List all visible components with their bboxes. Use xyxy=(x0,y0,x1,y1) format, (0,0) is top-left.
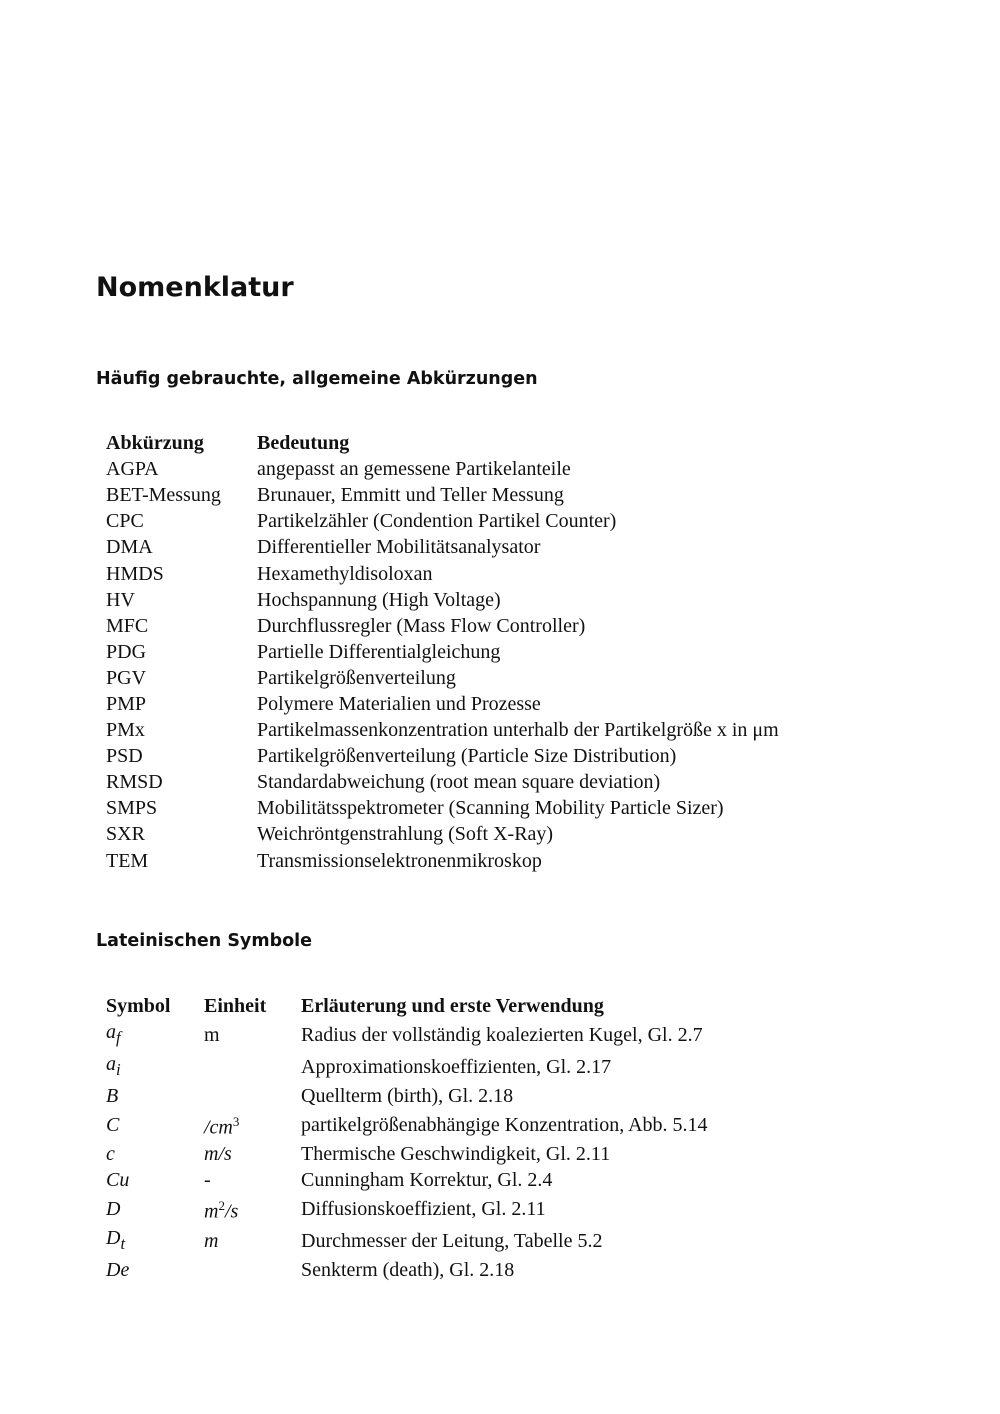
table-row xyxy=(106,639,779,665)
table-row xyxy=(106,717,779,743)
explanation-cell: Radius der vollständig koalezierten Kugel, Gl. 2.7 xyxy=(301,1024,703,1047)
page-title: Nomenklatur xyxy=(96,272,294,303)
unit-cell xyxy=(204,1019,301,1051)
table-row xyxy=(106,743,779,769)
symbol-cell xyxy=(106,1083,204,1109)
unit-value: /cm xyxy=(204,1116,233,1139)
table-row xyxy=(106,587,779,613)
table-row xyxy=(106,1193,708,1225)
meaning-cell: Differentieller Mobilitätsanalysator xyxy=(257,536,541,559)
unit-superscript: 3 xyxy=(232,1114,240,1130)
abbreviation-cell: HV xyxy=(106,588,135,611)
symbol-cell xyxy=(106,1051,204,1083)
unit-cell xyxy=(204,1225,301,1257)
symbol-subscript: i xyxy=(116,1060,121,1080)
symbol-base: De xyxy=(106,1258,130,1281)
symbol-base: Cu xyxy=(106,1168,130,1191)
abbreviation-cell: DMA xyxy=(106,536,153,559)
section-title-latin-symbols: Lateinischen Symbole xyxy=(96,931,312,951)
symbol-base: a xyxy=(106,1053,116,1076)
meaning-cell: angepasst an gemessene Partikelanteile xyxy=(257,458,571,481)
abbreviation-cell: CPC xyxy=(106,510,144,533)
latin-symbols-table-body xyxy=(106,1019,708,1283)
symbol-base: c xyxy=(106,1142,115,1165)
table-row xyxy=(106,769,779,795)
table-row xyxy=(106,456,779,482)
abbreviation-cell: TEM xyxy=(106,849,149,872)
unit-tail: /s xyxy=(224,1200,239,1223)
section-title-abbreviations: Häufig gebrauchte, allgemeine Abkürzungen xyxy=(96,369,538,389)
abbreviation-cell: HMDS xyxy=(106,562,164,585)
symbol-base: a xyxy=(106,1021,116,1044)
symbol-base: D xyxy=(106,1197,121,1220)
meaning-cell: Hochspannung (High Voltage) xyxy=(257,588,501,611)
unit-cell xyxy=(204,1193,301,1225)
unit-cell xyxy=(204,1167,301,1193)
abbreviation-cell: MFC xyxy=(106,614,149,637)
symbol-base: B xyxy=(106,1085,119,1108)
table-row xyxy=(106,613,779,639)
table-row xyxy=(106,795,779,821)
unit-cell xyxy=(204,1109,301,1141)
explanation-cell: Approximationskoeffizienten, Gl. 2.17 xyxy=(301,1056,612,1079)
abbreviation-cell: PMx xyxy=(106,719,145,742)
meaning-cell: Weichröntgenstrahlung (Soft X-Ray) xyxy=(257,823,554,846)
symbol-cell xyxy=(106,1167,204,1193)
symbol-cell xyxy=(106,1193,204,1225)
symbol-cell xyxy=(106,1225,204,1257)
explanation-cell: partikelgrößenabhängige Konzentration, Abb. 5.14 xyxy=(301,1114,708,1137)
meaning-cell: Brunauer, Emmitt und Teller Messung xyxy=(257,484,564,507)
abbreviation-cell: PDG xyxy=(106,640,147,663)
table-row xyxy=(106,1225,708,1257)
abbreviation-cell: SXR xyxy=(106,823,145,846)
meaning-cell: Polymere Materialien und Prozesse xyxy=(257,692,541,715)
column-header-abbreviation: Abkürzung xyxy=(106,432,204,455)
column-header-explanation: Erläuterung und erste Verwendung xyxy=(301,995,604,1018)
symbol-cell xyxy=(106,1109,204,1141)
abbreviations-table xyxy=(106,430,779,874)
explanation-cell: Durchmesser der Leitung, Tabelle 5.2 xyxy=(301,1229,603,1252)
meaning-cell: Partikelzähler (Condention Partikel Counter) xyxy=(257,510,617,533)
table-row xyxy=(106,1257,708,1283)
explanation-cell: Quellterm (birth), Gl. 2.18 xyxy=(301,1085,514,1108)
table-row xyxy=(106,534,779,560)
table-row xyxy=(106,1019,708,1051)
meaning-cell: Durchflussregler (Mass Flow Controller) xyxy=(257,614,586,637)
symbol-base: C xyxy=(106,1114,120,1137)
abbreviation-cell: AGPA xyxy=(106,458,159,481)
meaning-cell: Hexamethyldisoloxan xyxy=(257,562,433,585)
unit-value: m xyxy=(204,1229,219,1252)
meaning-cell: Partikelmassenkonzentration unterhalb der Partikelgröße x in μm xyxy=(257,719,779,742)
meaning-cell: Mobilitätsspektrometer (Scanning Mobility Particle Sizer) xyxy=(257,797,724,820)
table-row xyxy=(106,1167,708,1193)
table-row xyxy=(106,560,779,586)
table-row xyxy=(106,665,779,691)
meaning-cell: Transmissionselektronenmikroskop xyxy=(257,849,542,872)
unit-cell xyxy=(204,1051,301,1083)
abbreviation-cell: RMSD xyxy=(106,771,163,794)
abbreviations-table-body xyxy=(106,456,779,874)
unit-superscript: 2 xyxy=(218,1198,225,1214)
table-row xyxy=(106,691,779,717)
unit-cell xyxy=(204,1141,301,1167)
table-row xyxy=(106,848,779,874)
abbreviation-cell: PGV xyxy=(106,666,147,689)
symbol-cell xyxy=(106,1141,204,1167)
unit-value: m/s xyxy=(204,1142,232,1165)
symbol-subscript: t xyxy=(120,1233,126,1253)
symbol-subscript: f xyxy=(116,1028,121,1048)
abbreviation-cell: SMPS xyxy=(106,797,158,820)
unit-cell xyxy=(204,1257,301,1283)
column-header-symbol: Symbol xyxy=(106,995,171,1018)
symbol-base: D xyxy=(106,1226,121,1249)
explanation-cell: Diffusionskoeffizient, Gl. 2.11 xyxy=(301,1197,546,1220)
table-header-row xyxy=(106,430,779,456)
unit-cell xyxy=(204,1083,301,1109)
explanation-cell: Cunningham Korrektur, Gl. 2.4 xyxy=(301,1168,553,1191)
table-row xyxy=(106,482,779,508)
unit-value: m xyxy=(204,1200,219,1223)
abbreviation-cell: BET-Messung xyxy=(106,484,221,507)
table-row xyxy=(106,508,779,534)
unit-value: m xyxy=(204,1024,220,1047)
abbreviation-cell: PSD xyxy=(106,745,143,768)
table-row xyxy=(106,1051,708,1083)
abbreviation-cell: PMP xyxy=(106,692,147,715)
explanation-cell: Thermische Geschwindigkeit, Gl. 2.11 xyxy=(301,1142,611,1165)
explanation-cell: Senkterm (death), Gl. 2.18 xyxy=(301,1258,515,1281)
table-header-row xyxy=(106,993,708,1019)
meaning-cell: Partikelgrößenverteilung (Particle Size Distribution) xyxy=(257,745,677,768)
table-row xyxy=(106,1141,708,1167)
table-row xyxy=(106,1083,708,1109)
unit-value: - xyxy=(204,1168,211,1191)
table-row xyxy=(106,1109,708,1141)
symbol-cell xyxy=(106,1019,204,1051)
symbol-cell xyxy=(106,1257,204,1283)
table-row xyxy=(106,821,779,847)
meaning-cell: Partielle Differentialgleichung xyxy=(257,640,501,663)
meaning-cell: Standardabweichung (root mean square deviation) xyxy=(257,771,661,794)
meaning-cell: Partikelgrößenverteilung xyxy=(257,666,456,689)
latin-symbols-table xyxy=(106,993,708,1283)
column-header-unit: Einheit xyxy=(204,995,267,1018)
column-header-meaning: Bedeutung xyxy=(257,432,350,455)
